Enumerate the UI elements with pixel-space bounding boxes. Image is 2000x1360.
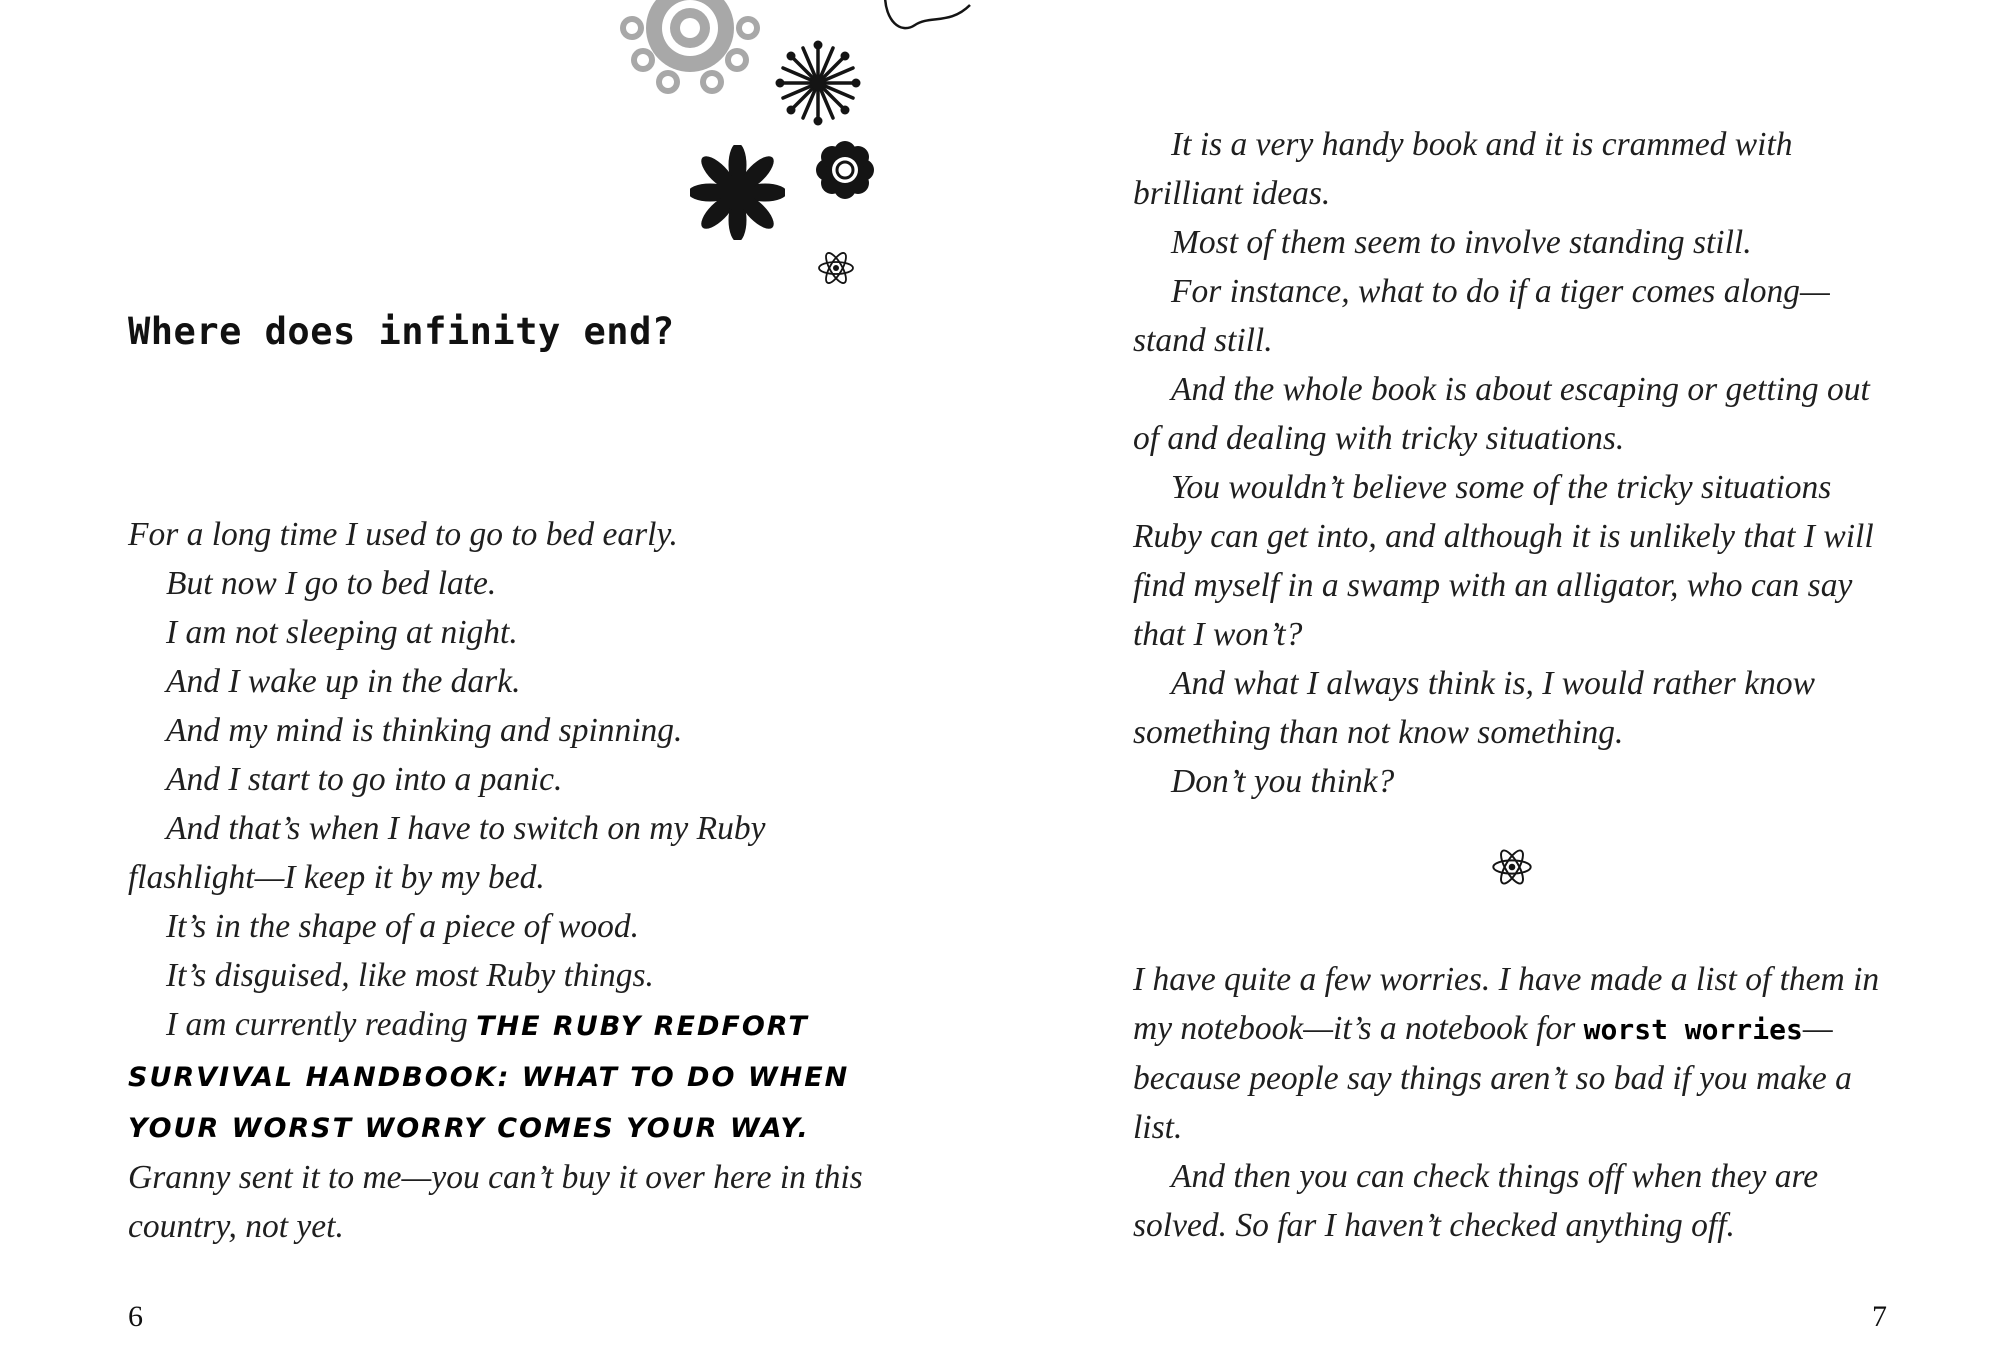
worries-rest: —because people say things aren’t so bad if you make a list. — [1133, 1010, 1852, 1146]
page-number: 7 — [1872, 1300, 1887, 1333]
paragraph: And what I always think is, I would rather know something than not know something. — [1133, 665, 1815, 751]
paragraph: You wouldn’t believe some of the tricky situations Ruby can get into, and although it is unlikely that I will find myself in a swamp with an alligator, who can say that I won’t? — [1133, 469, 1874, 653]
notebook-name: worst worries — [1583, 1013, 1803, 1046]
paragraph: Most of them seem to involve standing still. — [1171, 224, 1752, 261]
paragraph: I am not sleeping at night. — [166, 614, 518, 651]
left-body-text — [128, 510, 888, 1251]
right-body-text — [1133, 120, 1893, 806]
paragraph: Don’t you think? — [1171, 763, 1395, 800]
atom-icon — [1490, 845, 1534, 889]
paragraph: And my mind is thinking and spinning. — [166, 712, 683, 749]
paragraph: And that’s when I have to switch on my Ruby flashlight—I keep it by my bed. — [128, 810, 766, 896]
paragraph: It’s disguised, like most Ruby things. — [166, 957, 654, 994]
paragraph: And I start to go into a panic. — [166, 761, 563, 798]
paragraph: It’s in the shape of a piece of wood. — [166, 908, 639, 945]
paragraph: But now I go to bed late. — [166, 565, 497, 602]
worries-intro: I have quite a few worries. I have made a list of them in my notebook—it’s a notebook for — [1133, 961, 1880, 1047]
right-page — [1000, 0, 2000, 1360]
paragraph — [128, 1000, 888, 1153]
reading-intro: I am currently reading — [166, 1006, 477, 1043]
paragraph: Granny sent it to me—you can’t buy it over here in this country, not yet. — [128, 1159, 863, 1245]
page-number: 6 — [128, 1300, 143, 1333]
paragraph: And then you can check things off when they are solved. So far I haven’t checked anything off. — [1133, 1158, 1819, 1244]
right-lower-text — [1133, 955, 1893, 1250]
paragraph — [1133, 955, 1893, 1152]
paragraph: For a long time I used to go to bed early. — [128, 516, 678, 553]
book-title: THE RUBY REDFORT SURVIVAL HANDBOOK: WHAT TO DO WHEN YOUR WORST WORRY COMES YOUR WAY. — [128, 1011, 850, 1144]
paragraph: For instance, what to do if a tiger comes along—stand still. — [1133, 273, 1830, 359]
paragraph: It is a very handy book and it is crammed with brilliant ideas. — [1133, 126, 1793, 212]
paragraph: And I wake up in the dark. — [166, 663, 521, 700]
paragraph: And the whole book is about escaping or getting out of and dealing with tricky situations. — [1133, 371, 1870, 457]
chapter-heading: Where does infinity end? — [128, 310, 675, 353]
